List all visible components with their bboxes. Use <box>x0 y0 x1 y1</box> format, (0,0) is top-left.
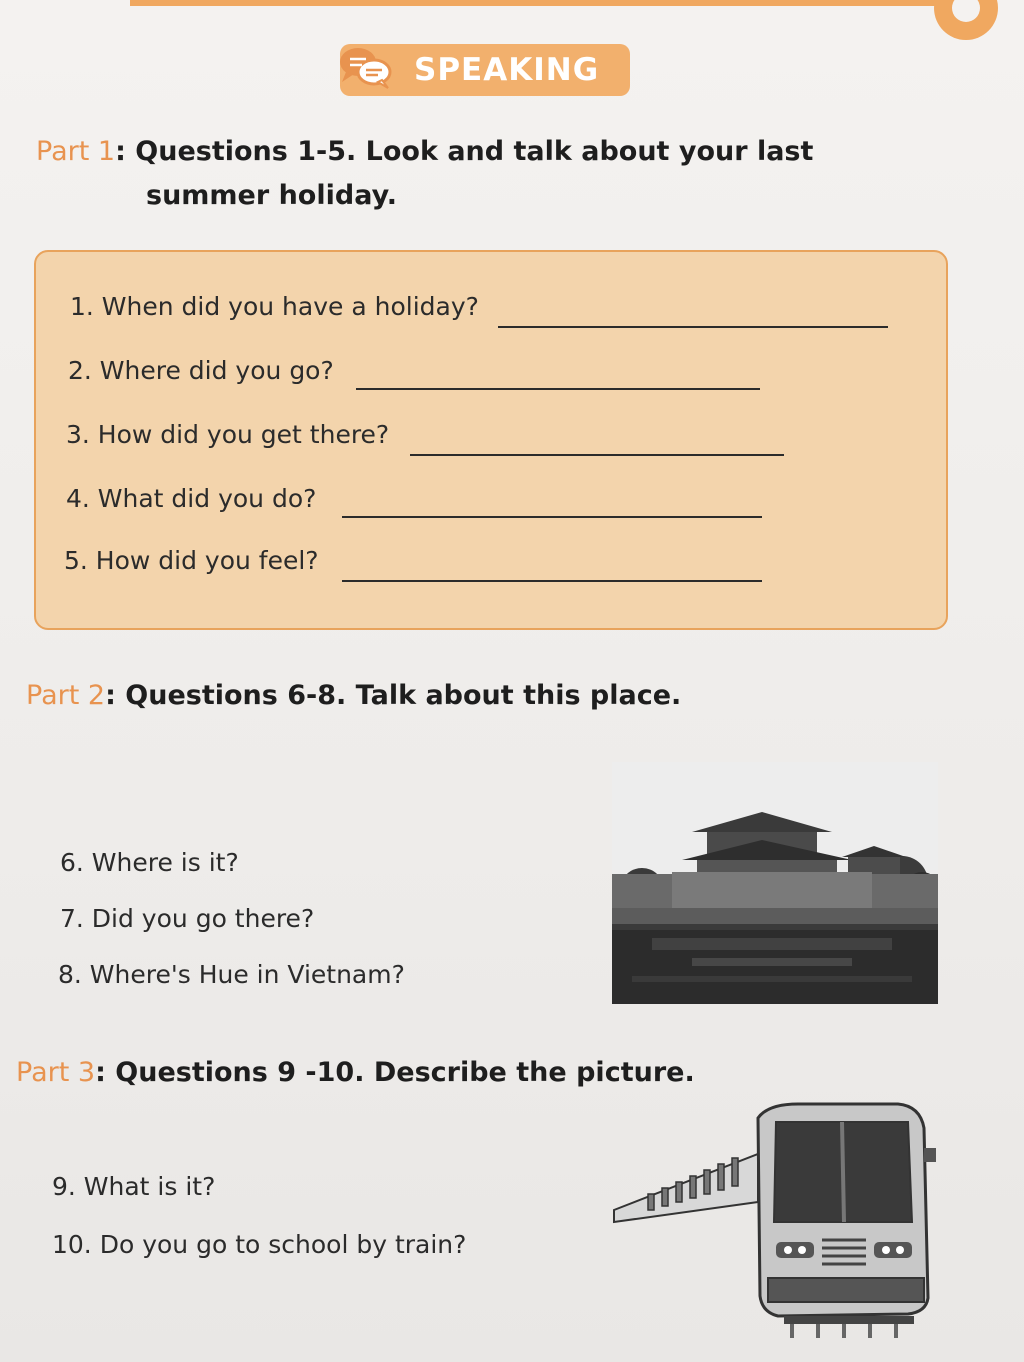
part1-heading <box>36 136 813 167</box>
question-8: 8. Where's Hue in Vietnam? <box>58 960 405 989</box>
answer-line-4[interactable] <box>342 516 762 518</box>
part1-number: 1 <box>97 136 116 167</box>
part1-heading-text: : Questions 1-5. Look and talk about your last <box>115 136 814 167</box>
top-border <box>130 0 950 6</box>
part1-label: Part <box>36 136 98 167</box>
answer-line-3[interactable] <box>410 454 784 456</box>
question-3: 3. How did you get there? <box>66 420 390 449</box>
question-2: 2. Where did you go? <box>68 356 334 385</box>
page-corner-circle <box>934 0 998 40</box>
answer-line-5[interactable] <box>342 580 762 582</box>
part2-label: Part <box>26 680 88 711</box>
part1-heading-continued: summer holiday. <box>146 180 397 211</box>
question-10: 10. Do you go to school by train? <box>52 1230 467 1259</box>
question-7: 7. Did you go there? <box>60 904 315 933</box>
question-4: 4. What did you do? <box>66 484 317 513</box>
speech-bubbles-icon <box>336 42 394 92</box>
part2-number: 2 <box>87 680 106 711</box>
part2-heading <box>26 680 681 711</box>
part3-number: 3 <box>77 1057 96 1088</box>
answer-line-1[interactable] <box>498 326 888 328</box>
hue-citadel-photo <box>612 762 938 1004</box>
part3-heading-text: : Questions 9 -10. Describe the picture. <box>95 1057 695 1088</box>
answer-line-2[interactable] <box>356 388 760 390</box>
part3-label: Part <box>16 1057 78 1088</box>
question-5: 5. How did you feel? <box>64 546 319 575</box>
question-9: 9. What is it? <box>52 1172 216 1201</box>
train-illustration <box>608 1098 938 1342</box>
question-6: 6. Where is it? <box>60 848 239 877</box>
question-1: 1. When did you have a holiday? <box>70 292 479 321</box>
part3-heading <box>16 1057 695 1088</box>
banner-title: SPEAKING <box>414 52 600 88</box>
part2-heading-text: : Questions 6-8. Talk about this place. <box>105 680 682 711</box>
